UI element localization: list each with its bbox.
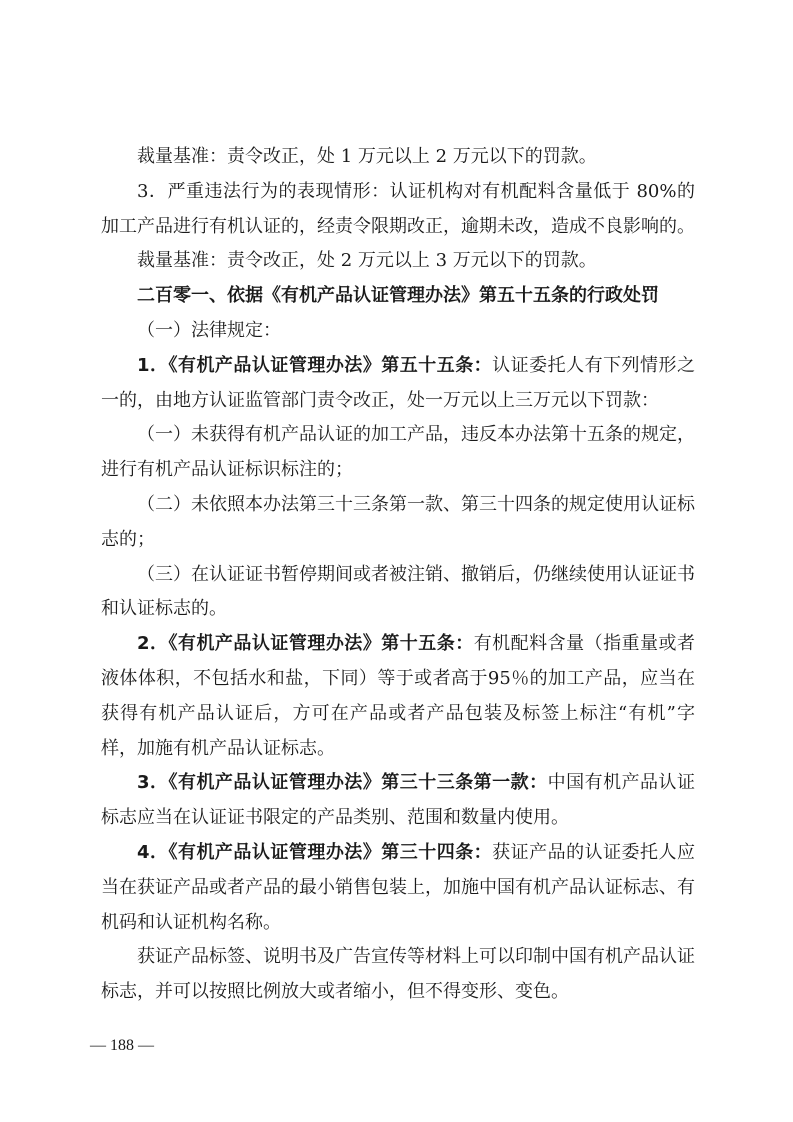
paragraph-text: 3．严重违法行为的表现情形：认证机构对有机配料含量低于 80%的加工产品进行有机认证的，经责令限期改正，逾期未改，造成不良影响的。 [101, 180, 695, 237]
paragraph-bold: 3．《有机产品认证管理办法》第三十三条第一款： [137, 772, 548, 794]
paragraph-text: （二）未依照本办法第三十三条第一款、第三十四条的规定使用认证标志的； [101, 493, 695, 550]
paragraph-bold: 2．《有机产品认证管理办法》第十五条： [137, 633, 474, 655]
paragraph-text: （一）未获得有机产品认证的加工产品，违反本办法第十五条的规定，进行有机产品认证标识标注的； [101, 424, 695, 481]
paragraph [101, 766, 695, 836]
section-heading [101, 279, 695, 314]
paragraph [101, 140, 695, 175]
paragraph-text: 中国有机产品认证标志应当在认证证书限定的产品类别、范围和数量内使用。 [101, 772, 696, 829]
paragraph-text: 认证委托人有下列情形之一的，由地方认证监管部门责令改正，处一万元以上三万元以下罚款： [101, 354, 695, 411]
paragraph [101, 349, 695, 419]
paragraph [101, 940, 695, 1010]
paragraph-text: 获证产品的认证委托人应当在获证产品或者产品的最小销售包装上，加施中国有机产品认证标志、有机码和认证机构名称。 [101, 841, 695, 933]
paragraph [101, 558, 695, 628]
paragraph [101, 244, 695, 279]
body-text [101, 140, 695, 1010]
paragraph-text: 有机配料含量（指重量或者液体体积，不包括水和盐，下同）等于或者高于95％的加工产品，应当在获得有机产品认证后，方可在产品或者产品包装及标签上标注“有机”字样，加施有机产品认证标志。 [101, 633, 695, 759]
paragraph [101, 314, 695, 349]
paragraph-text: （一）法律规定： [137, 319, 281, 341]
paragraph-text: 获证产品标签、说明书及广告宣传等材料上可以印制中国有机产品认证标志，并可以按照比例放大或者缩小，但不得变形、变色。 [101, 946, 695, 1003]
paragraph-text: 裁量基准：责令改正，处 2 万元以上 3 万元以下的罚款。 [137, 250, 597, 272]
paragraph-text: 裁量基准：责令改正，处 1 万元以上 2 万元以下的罚款。 [137, 146, 597, 167]
paragraph-bold: 4．《有机产品认证管理办法》第三十四条： [137, 841, 493, 863]
paragraph-bold: 1．《有机产品认证管理办法》第五十五条： [137, 354, 493, 376]
paragraph [101, 836, 695, 940]
page-number: — 188 — [90, 1037, 154, 1054]
paragraph [101, 488, 695, 558]
paragraph [101, 627, 695, 766]
paragraph [101, 418, 695, 488]
paragraph-bold: 二百零一、依据《有机产品认证管理办法》第五十五条的行政处罚 [137, 285, 659, 307]
paragraph [101, 175, 695, 245]
paragraph-text: （三）在认证证书暂停期间或者被注销、撤销后，仍继续使用认证证书和认证标志的。 [101, 563, 695, 620]
